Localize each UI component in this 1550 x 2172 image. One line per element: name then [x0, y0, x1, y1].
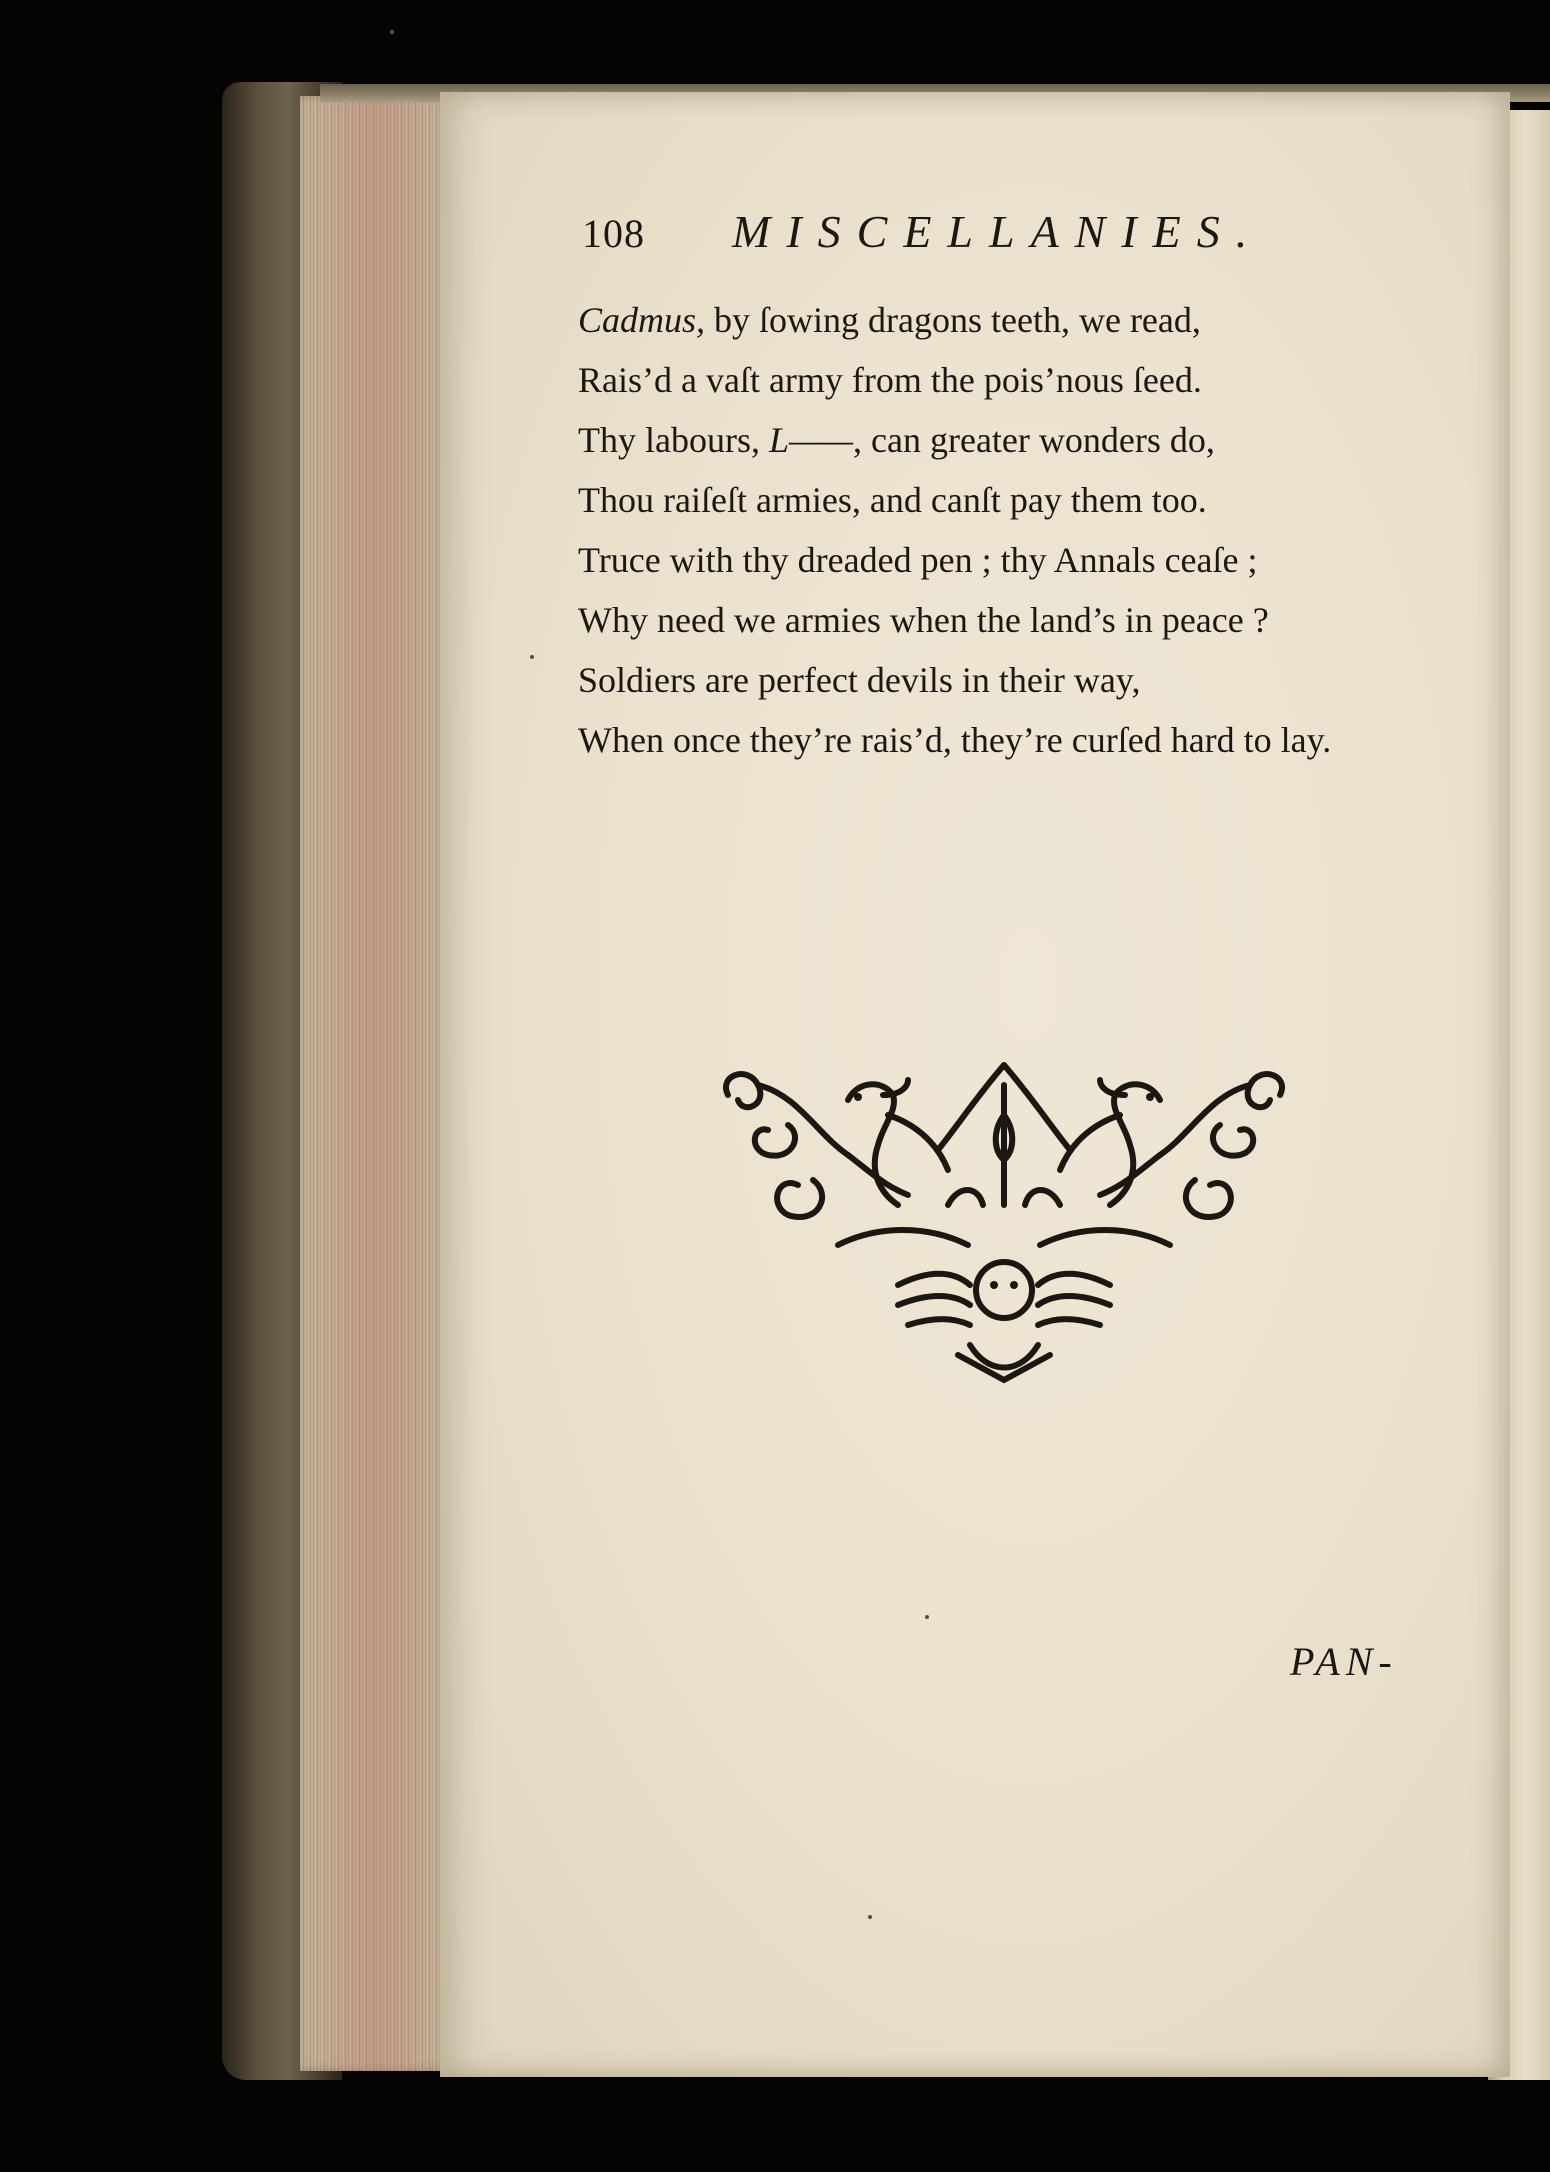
printers-ornament-icon — [708, 1055, 1300, 1385]
poem-line-text: Thy labours, — [578, 420, 769, 460]
paper-speck — [925, 1615, 929, 1619]
poem-line-italic: L—— — [768, 420, 854, 460]
paper-speck — [390, 30, 394, 34]
poem-line-3 — [578, 410, 1398, 470]
poem-line-text-continued: , can greater wonders do, — [853, 420, 1215, 460]
poem — [578, 290, 1398, 770]
poem-line-7 — [578, 650, 1398, 710]
poem-line-text: When once they’re rais’d, they’re curſed hard to lay. — [578, 720, 1332, 760]
poem-line-text: by ſowing dragons teeth, we read, — [705, 300, 1201, 340]
page-number: 108 — [582, 211, 645, 256]
running-head — [582, 205, 1302, 275]
page-block-edges — [300, 96, 460, 2071]
paper-speck — [868, 1915, 872, 1919]
poem-line-5 — [578, 530, 1398, 590]
poem-line-text: Soldiers are perfect devils in their way, — [578, 660, 1141, 700]
poem-line-text: Why need we armies when the land’s in peace ? — [578, 600, 1269, 640]
poem-line-6 — [578, 590, 1398, 650]
poem-line-text: Rais’d a vaſt army from the pois’nous ſeed. — [578, 360, 1202, 400]
poem-line-4 — [578, 470, 1398, 530]
paper-speck — [530, 655, 534, 659]
poem-line-8 — [578, 710, 1398, 770]
poem-line-italic: Cadmus, — [578, 300, 706, 340]
poem-line-text: Thou raiſeſt armies, and canſt pay them too. — [578, 480, 1207, 520]
poem-line-2 — [578, 350, 1398, 410]
poem-line-text: Truce with thy dreaded pen ; thy Annals ceaſe ; — [578, 540, 1258, 580]
catchword: PAN- — [1290, 1639, 1398, 1684]
section-title: MISCELLANIES. — [732, 206, 1264, 257]
poem-line-1 — [578, 290, 1398, 350]
